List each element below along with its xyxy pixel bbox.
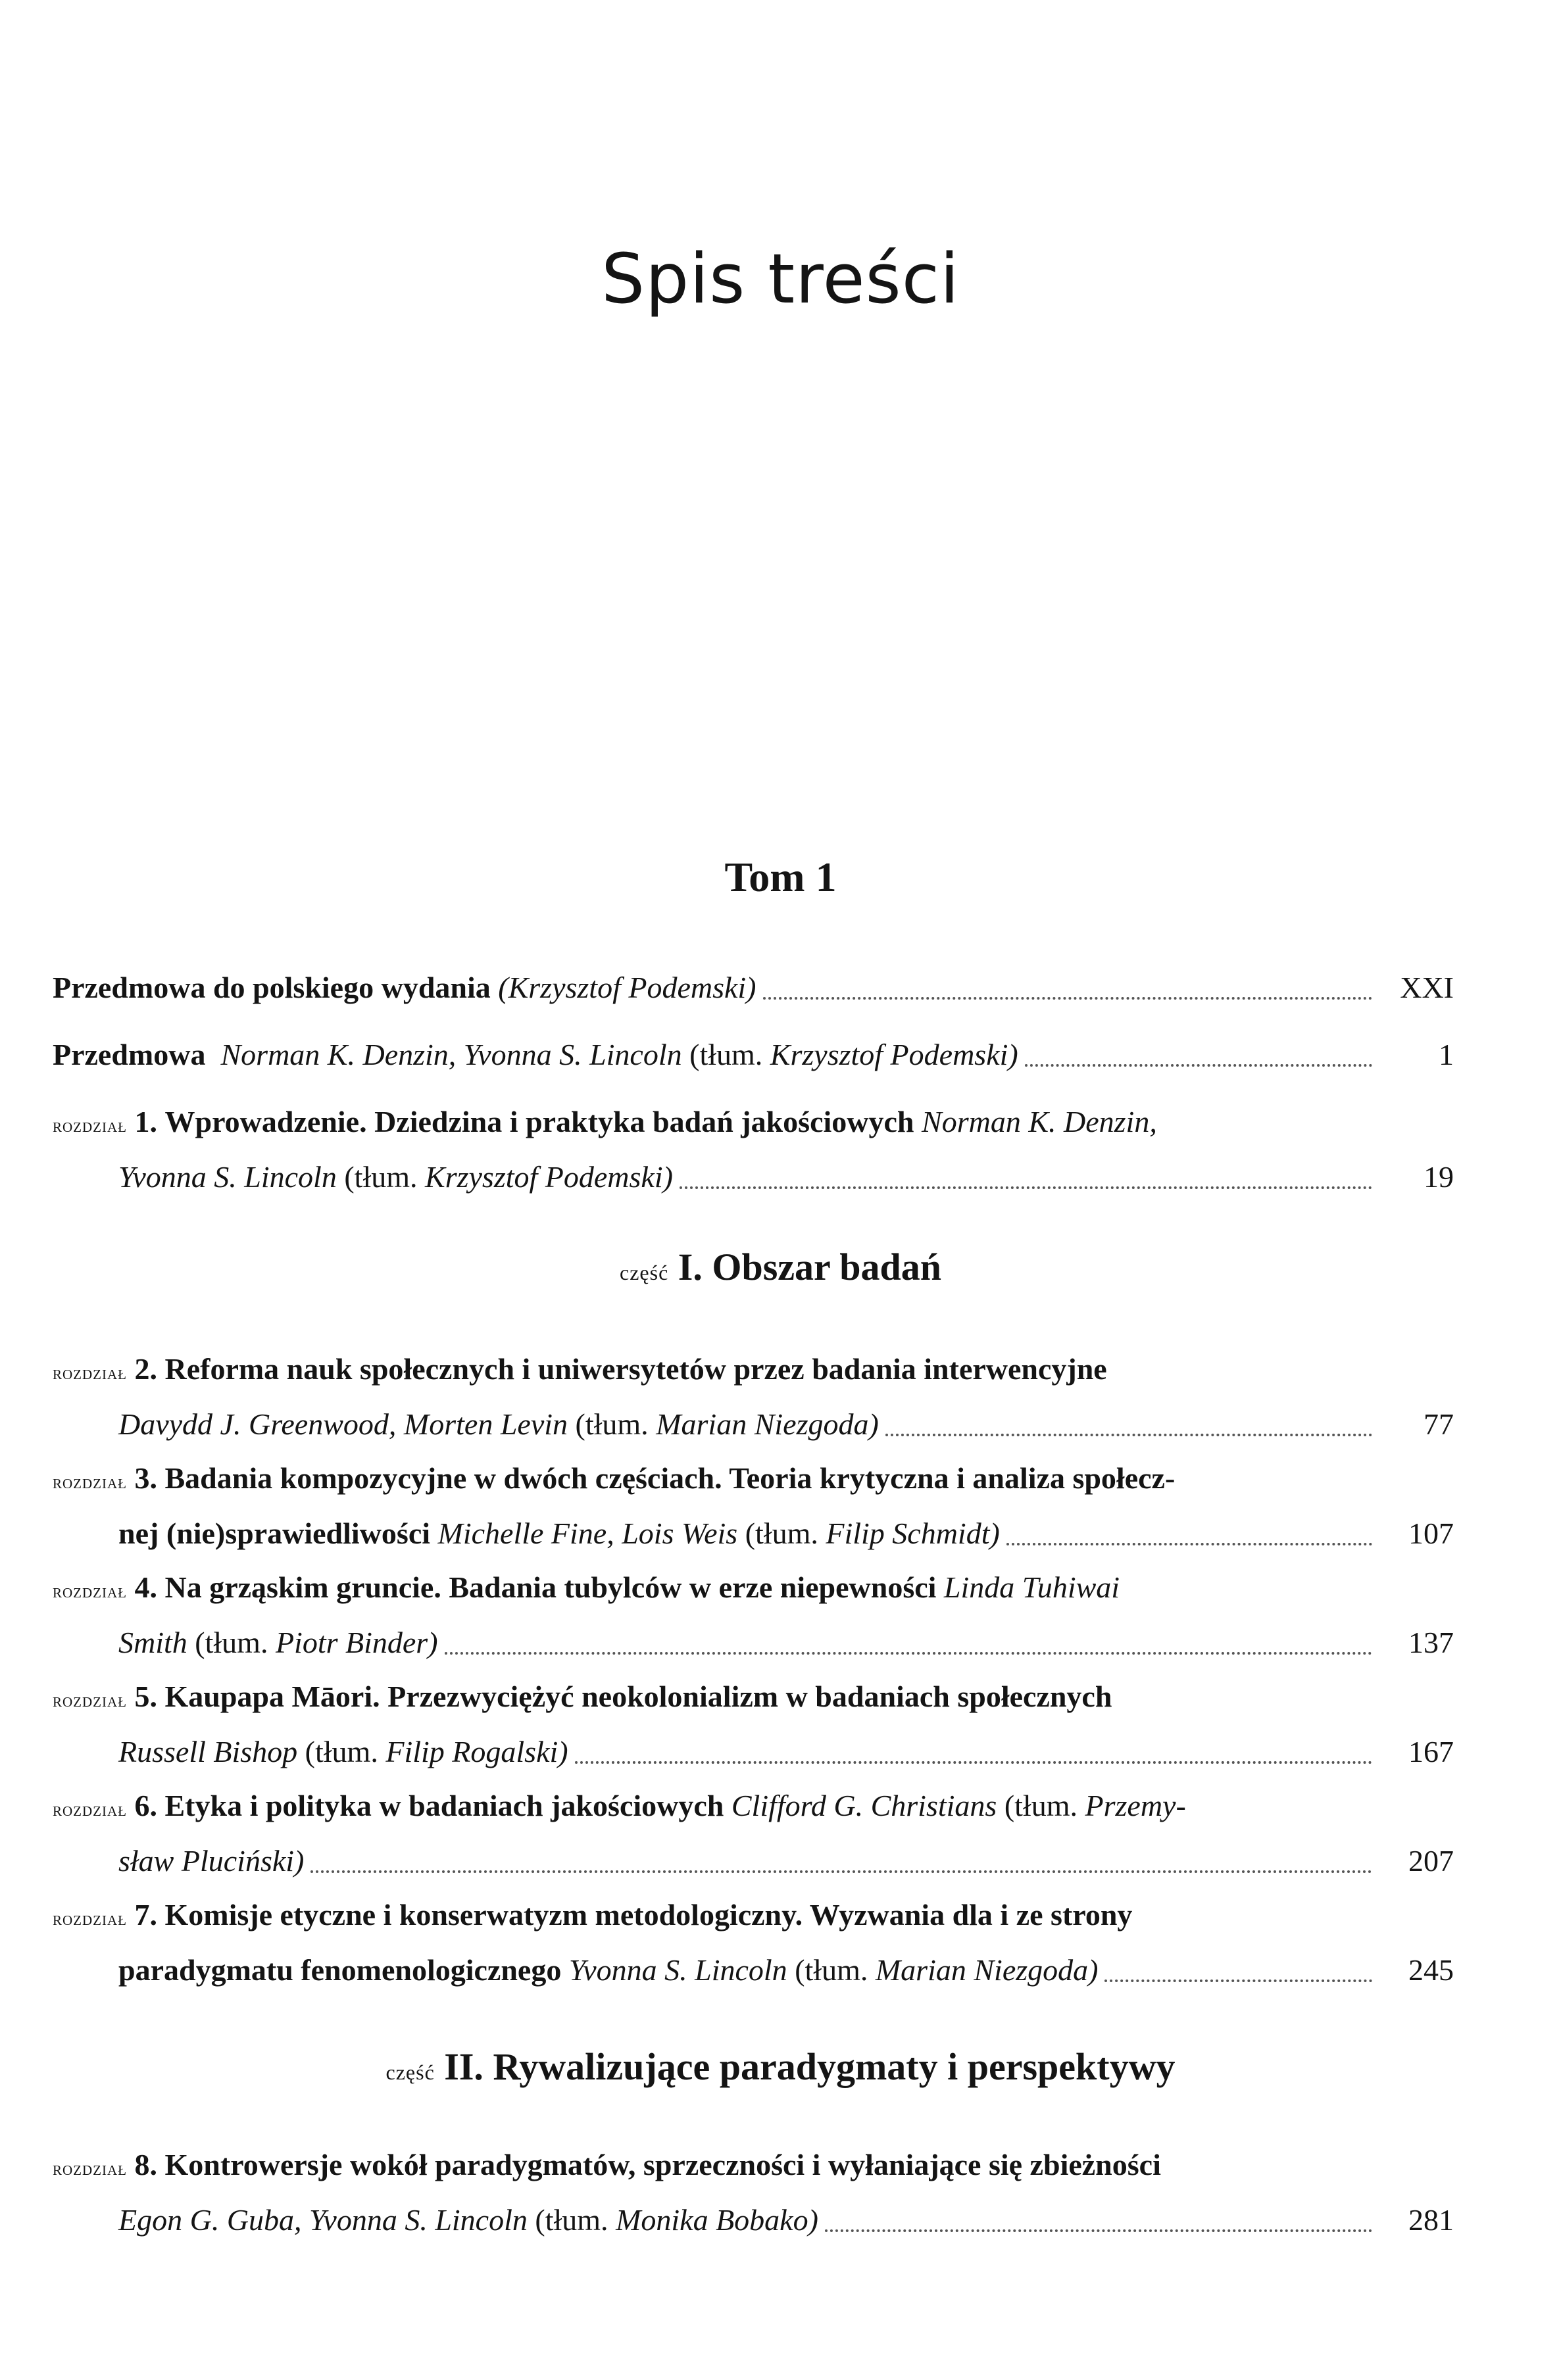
dot-leader [680,1186,1372,1189]
toc-chapter-6[interactable] [53,1778,1454,1889]
translator-prefix: (tłum. [1004,1789,1078,1822]
page-number: 107 [1408,1517,1454,1550]
chapter-title-cont: paradygmatu fenomenologicznego [118,1953,562,1987]
chapter-title: Wprowadzenie. Dziedzina i praktyka badań jakościowych [164,1105,914,1138]
translator-prefix: (tłum. [795,1953,868,1987]
chapter-authors-cont: Yvonna S. Lincoln [118,1160,337,1194]
toc-chapter-3[interactable] [53,1451,1454,1561]
chapter-label: rozdział [53,1362,127,1384]
chapter-translator: Przemy- [1085,1789,1186,1822]
translator-prefix: (tłum. [575,1407,649,1441]
chapter-number: 7. [134,1898,157,1931]
translator-prefix: (tłum. [745,1517,818,1550]
chapter-number: 4. [134,1570,157,1604]
dot-leader [445,1652,1372,1655]
toc-entry-preface-polish[interactable] [53,960,1454,1015]
toc-chapter-7[interactable] [53,1887,1454,1998]
chapter-title: Kaupapa Māori. Przezwyciężyć neokolonializm w badaniach społecznych [164,1680,1112,1713]
chapter-label: rozdział [53,2158,127,2179]
chapter-authors: Egon G. Guba, Yvonna S. Lincoln [118,2203,528,2237]
chapter-authors: Michelle Fine, Lois Weis [437,1517,738,1550]
chapter-authors: Yvonna S. Lincoln [568,1953,787,1987]
page-number: 245 [1408,1953,1454,1987]
part-title: Rywalizujące paradygmaty i perspektywy [493,2045,1176,2088]
translator-prefix: (tłum. [305,1735,378,1768]
chapter-number: 2. [134,1352,157,1386]
entry-translator: Krzysztof Podemski) [770,1038,1018,1071]
toc-chapter-2[interactable] [53,1342,1454,1452]
chapter-number: 6. [134,1789,157,1822]
dot-leader [885,1434,1372,1436]
dot-leader [825,2229,1372,2232]
chapter-number: 3. [134,1461,157,1495]
page-number: 77 [1424,1407,1454,1441]
entry-authors: Norman K. Denzin, Yvonna S. Lincoln [220,1038,682,1071]
entry-title: Przedmowa do polskiego wydania [53,971,491,1004]
part-number: I. [678,1246,703,1288]
chapter-title-cont: nej (nie)sprawiedliwości [118,1517,431,1550]
chapter-label: rozdział [53,1908,127,1930]
toc-chapter-1[interactable] [53,1094,1454,1205]
chapter-translator: Piotr Binder) [275,1626,438,1659]
toc-chapter-5[interactable] [53,1669,1454,1780]
page-number: 1 [1439,1038,1454,1071]
toc-chapter-8[interactable] [53,2137,1454,2248]
part-title: Obszar badań [712,1246,941,1288]
chapter-authors: Russell Bishop [118,1735,298,1768]
translator-prefix: (tłum. [195,1626,268,1659]
chapter-label: rozdział [53,1689,127,1711]
chapter-number: 8. [134,2148,157,2181]
chapter-translator-cont: sław Pluciński) [118,1844,305,1878]
entry-title: Przedmowa [53,1038,206,1071]
page-number: 281 [1408,2203,1454,2237]
page-number: XXI [1400,971,1454,1004]
chapter-authors: Norman K. Denzin, [922,1105,1157,1138]
chapter-title: Komisje etyczne i konserwatyzm metodologiczny. Wyzwania dla i ze strony [164,1898,1133,1931]
toc-chapter-4[interactable] [53,1560,1454,1670]
dot-leader [1006,1543,1372,1545]
chapter-label: rozdział [53,1580,127,1602]
chapter-label: rozdział [53,1799,127,1820]
page-number: 207 [1408,1844,1454,1878]
toc-part-1[interactable] [0,1248,1561,1286]
dot-leader [310,1870,1372,1873]
chapter-title: Etyka i polityka w badaniach jakościowych [164,1789,724,1822]
chapter-title: Kontrowersje wokół paradygmatów, sprzeczności i wyłaniające się zbieżności [164,2148,1161,2181]
dot-leader [575,1761,1372,1764]
chapter-number: 5. [134,1680,157,1713]
part-number: II. [444,2045,483,2088]
translator-prefix: (tłum. [535,2203,608,2237]
chapter-translator: Filip Rogalski) [385,1735,568,1768]
dot-leader [763,997,1372,1000]
chapter-authors: Clifford G. Christians [731,1789,997,1822]
part-label: część [620,1261,669,1284]
chapter-translator: Filip Schmidt) [826,1517,1000,1550]
chapter-title: Badania kompozycyjne w dwóch częściach. Teoria krytyczna i analiza społecz- [164,1461,1176,1495]
chapter-label: rozdział [53,1115,127,1136]
translator-prefix: (tłum. [689,1038,763,1071]
chapter-translator: Marian Niezgoda) [656,1407,879,1441]
chapter-authors: Davydd J. Greenwood, Morten Levin [118,1407,568,1441]
chapter-authors: Linda Tuhiwai [943,1570,1120,1604]
toc-entry-preface[interactable] [53,1027,1454,1082]
chapter-title: Reforma nauk społecznych i uniwersytetów przez badania interwencyjne [164,1352,1107,1386]
chapter-translator: Marian Niezgoda) [875,1953,1099,1987]
dot-leader [1025,1064,1372,1067]
chapter-number: 1. [134,1105,157,1138]
chapter-translator: Krzysztof Podemski) [425,1160,673,1194]
entry-translator: (Krzysztof Podemski) [498,971,756,1004]
chapter-authors-cont: Smith [118,1626,187,1659]
translator-prefix: (tłum. [344,1160,418,1194]
dot-leader [1104,1979,1372,1982]
page-number: 19 [1424,1160,1454,1194]
volume-heading: Tom 1 [724,854,837,900]
part-label: część [385,2060,435,2084]
page-number: 137 [1408,1626,1454,1659]
page-number: 167 [1408,1735,1454,1768]
chapter-translator: Monika Bobako) [616,2203,818,2237]
chapter-label: rozdział [53,1471,127,1493]
page-title: Spis treści [601,239,960,319]
chapter-title: Na grząskim gruncie. Badania tubylców w erze niepewności [164,1570,937,1604]
toc-part-2[interactable] [0,2045,1561,2088]
